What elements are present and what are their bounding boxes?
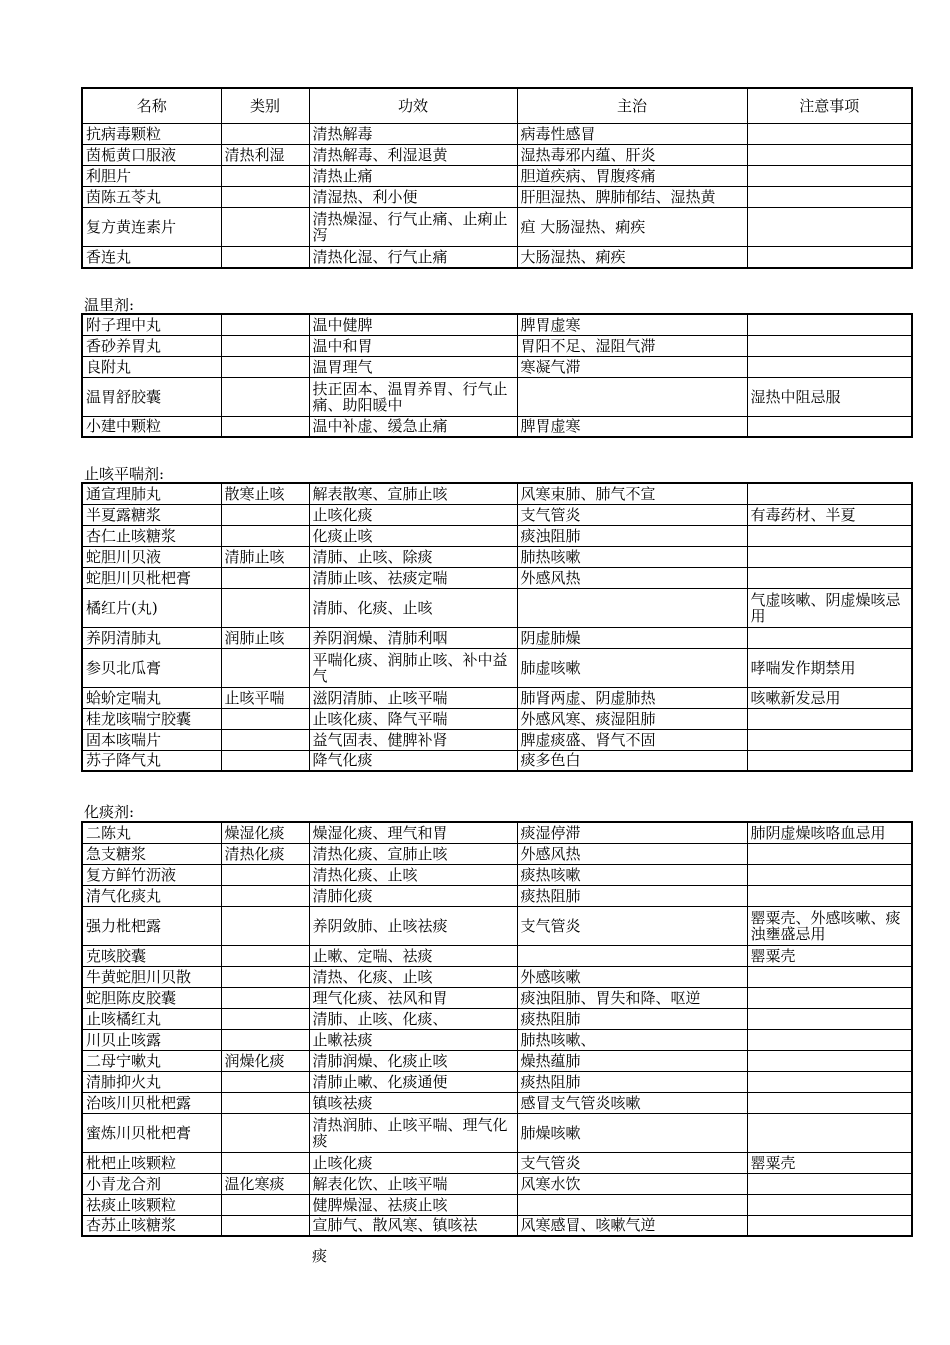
table-row bbox=[82, 145, 912, 166]
cell-name: 止咳橘红丸 bbox=[82, 1008, 221, 1029]
cell-effect: 清热止痛 bbox=[309, 166, 517, 187]
cell-notes bbox=[747, 987, 912, 1008]
cell-category bbox=[221, 1092, 309, 1113]
cell-indication: 外感风寒、痰湿阻肺 bbox=[517, 708, 747, 729]
cell-category bbox=[221, 567, 309, 588]
cell-notes bbox=[747, 335, 912, 356]
table-row bbox=[82, 885, 912, 906]
cell-category bbox=[221, 906, 309, 945]
cell-name: 参贝北瓜膏 bbox=[82, 648, 221, 687]
table-row bbox=[82, 525, 912, 546]
cell-notes: 肺阴虚燥咳咯血忌用 bbox=[747, 822, 912, 843]
cell-category: 燥湿化痰 bbox=[221, 822, 309, 843]
cell-category bbox=[221, 124, 309, 145]
table-row bbox=[82, 945, 912, 966]
table-row bbox=[82, 335, 912, 356]
table-row bbox=[82, 208, 912, 247]
cell-notes bbox=[747, 1008, 912, 1029]
cell-indication: 外感风热 bbox=[517, 843, 747, 864]
cell-effect: 清热、化痰、止咳 bbox=[309, 966, 517, 987]
cell-effect: 清热润肺、止咳平喘、理气化痰 bbox=[309, 1113, 517, 1152]
cell-category bbox=[221, 1008, 309, 1029]
cell-name: 复方鲜竹沥液 bbox=[82, 864, 221, 885]
table-row bbox=[82, 906, 912, 945]
cell-notes: 罂粟壳 bbox=[747, 1152, 912, 1173]
cell-category bbox=[221, 314, 309, 335]
cell-notes bbox=[747, 145, 912, 166]
section3-table bbox=[81, 482, 913, 772]
cell-notes: 湿热中阻忌服 bbox=[747, 377, 912, 416]
table-row bbox=[82, 1029, 912, 1050]
cell-indication: 痰热阻肺 bbox=[517, 1071, 747, 1092]
cell-notes bbox=[747, 567, 912, 588]
cell-category bbox=[221, 945, 309, 966]
cell-indication: 风寒水饮 bbox=[517, 1173, 747, 1194]
cell-category: 清热利湿 bbox=[221, 145, 309, 166]
cell-category bbox=[221, 648, 309, 687]
cell-effect: 止嗽祛痰 bbox=[309, 1029, 517, 1050]
cell-notes bbox=[747, 416, 912, 437]
cell-name: 牛黄蛇胆川贝散 bbox=[82, 966, 221, 987]
cell-effect: 清热燥湿、行气止痛、止痢止泻 bbox=[309, 208, 517, 247]
cell-effect: 清热化痰、止咳 bbox=[309, 864, 517, 885]
cell-name: 桂龙咳喘宁胶囊 bbox=[82, 708, 221, 729]
cell-category bbox=[221, 166, 309, 187]
cell-effect: 益气固表、健脾补肾 bbox=[309, 729, 517, 750]
table-row bbox=[82, 1071, 912, 1092]
table-row bbox=[82, 166, 912, 187]
cell-name: 固本咳喘片 bbox=[82, 729, 221, 750]
overflow-text: 痰 bbox=[312, 1247, 328, 1265]
cell-notes: 罂粟壳 bbox=[747, 945, 912, 966]
cell-indication: 疸 大肠湿热、痢疾 bbox=[517, 208, 747, 247]
cell-effect: 清热解毒 bbox=[309, 124, 517, 145]
cell-effect: 清肺止咳、祛痰定喘 bbox=[309, 567, 517, 588]
cell-effect: 温中补虚、缓急止痛 bbox=[309, 416, 517, 437]
cell-notes bbox=[747, 1113, 912, 1152]
cell-category bbox=[221, 864, 309, 885]
cell-notes bbox=[747, 356, 912, 377]
cell-notes bbox=[747, 885, 912, 906]
cell-name: 二母宁嗽丸 bbox=[82, 1050, 221, 1071]
cell-effect: 降气化痰 bbox=[309, 750, 517, 771]
cell-effect: 清肺化痰 bbox=[309, 885, 517, 906]
cell-notes bbox=[747, 864, 912, 885]
table-row bbox=[82, 314, 912, 335]
cell-name: 利胆片 bbox=[82, 166, 221, 187]
cell-name: 强力枇杷露 bbox=[82, 906, 221, 945]
cell-indication: 肺热咳嗽、 bbox=[517, 1029, 747, 1050]
cell-effect: 温胃理气 bbox=[309, 356, 517, 377]
cell-indication: 脾胃虚寒 bbox=[517, 314, 747, 335]
cell-category: 润肺止咳 bbox=[221, 627, 309, 648]
table-row bbox=[82, 627, 912, 648]
cell-name: 二陈丸 bbox=[82, 822, 221, 843]
cell-name: 小青龙合剂 bbox=[82, 1173, 221, 1194]
cell-effect: 养阴润燥、清肺利咽 bbox=[309, 627, 517, 648]
cell-notes bbox=[747, 208, 912, 247]
cell-name: 急支糖浆 bbox=[82, 843, 221, 864]
cell-category bbox=[221, 208, 309, 247]
cell-effect: 燥湿化痰、理气和胃 bbox=[309, 822, 517, 843]
cell-notes: 咳嗽新发忌用 bbox=[747, 687, 912, 708]
table-row bbox=[82, 1152, 912, 1173]
cell-notes bbox=[747, 314, 912, 335]
cell-category: 温化寒痰 bbox=[221, 1173, 309, 1194]
cell-category bbox=[221, 504, 309, 525]
cell-effect: 清热化湿、行气止痛 bbox=[309, 247, 517, 268]
cell-name: 克咳胶囊 bbox=[82, 945, 221, 966]
table-row bbox=[82, 729, 912, 750]
cell-effect: 止嗽、定喘、祛痰 bbox=[309, 945, 517, 966]
cell-indication: 病毒性感冒 bbox=[517, 124, 747, 145]
cell-category bbox=[221, 885, 309, 906]
cell-name: 附子理中丸 bbox=[82, 314, 221, 335]
cell-category bbox=[221, 1071, 309, 1092]
cell-indication: 痰浊阻肺、胃失和降、呕逆 bbox=[517, 987, 747, 1008]
cell-category bbox=[221, 750, 309, 771]
cell-indication: 痰多色白 bbox=[517, 750, 747, 771]
cell-effect: 扶正固本、温胃养胃、行气止痛、助阳暖中 bbox=[309, 377, 517, 416]
cell-notes bbox=[747, 166, 912, 187]
cell-category bbox=[221, 377, 309, 416]
table-row bbox=[82, 483, 912, 504]
cell-effect: 清湿热、利小便 bbox=[309, 187, 517, 208]
section4-table bbox=[81, 821, 913, 1237]
cell-name: 祛痰止咳颗粒 bbox=[82, 1194, 221, 1215]
cell-effect: 清肺润燥、化痰止咳 bbox=[309, 1050, 517, 1071]
cell-indication: 外感咳嗽 bbox=[517, 966, 747, 987]
cell-name: 香连丸 bbox=[82, 247, 221, 268]
cell-notes bbox=[747, 843, 912, 864]
cell-name: 茵陈五苓丸 bbox=[82, 187, 221, 208]
cell-effect: 解表散寒、宣肺止咳 bbox=[309, 483, 517, 504]
cell-notes bbox=[747, 483, 912, 504]
table-row bbox=[82, 750, 912, 771]
cell-effect: 温中健脾 bbox=[309, 314, 517, 335]
cell-indication: 痰热阻肺 bbox=[517, 1008, 747, 1029]
cell-category: 润燥化痰 bbox=[221, 1050, 309, 1071]
cell-indication: 痰热咳嗽 bbox=[517, 864, 747, 885]
table-row bbox=[82, 864, 912, 885]
cell-indication: 肺热咳嗽 bbox=[517, 546, 747, 567]
cell-effect: 止咳化痰、降气平喘 bbox=[309, 708, 517, 729]
cell-category bbox=[221, 247, 309, 268]
cell-name: 枇杷止咳颗粒 bbox=[82, 1152, 221, 1173]
cell-category bbox=[221, 1194, 309, 1215]
cell-category bbox=[221, 525, 309, 546]
cell-category bbox=[221, 966, 309, 987]
cell-name: 蛤蚧定喘丸 bbox=[82, 687, 221, 708]
cell-effect: 镇咳祛痰 bbox=[309, 1092, 517, 1113]
cell-notes: 哮喘发作期禁用 bbox=[747, 648, 912, 687]
cell-effect: 平喘化痰、润肺止咳、补中益气 bbox=[309, 648, 517, 687]
cell-notes bbox=[747, 124, 912, 145]
cell-indication: 风寒感冒、咳嗽气逆 bbox=[517, 1215, 747, 1236]
cell-notes bbox=[747, 1092, 912, 1113]
cell-indication: 肺虚咳嗽 bbox=[517, 648, 747, 687]
cell-effect: 止咳化痰 bbox=[309, 1152, 517, 1173]
cell-category: 清肺止咳 bbox=[221, 546, 309, 567]
cell-category: 清热化痰 bbox=[221, 843, 309, 864]
table-row bbox=[82, 1050, 912, 1071]
cell-name: 蛇胆陈皮胶囊 bbox=[82, 987, 221, 1008]
table-row bbox=[82, 1113, 912, 1152]
cell-effect: 清热化痰、宣肺止咳 bbox=[309, 843, 517, 864]
table-row bbox=[82, 377, 912, 416]
cell-notes bbox=[747, 750, 912, 771]
cell-name: 治咳川贝枇杷露 bbox=[82, 1092, 221, 1113]
header-indication: 主治 bbox=[517, 88, 747, 124]
table-row bbox=[82, 546, 912, 567]
cell-notes: 罂粟壳、外感咳嗽、痰浊壅盛忌用 bbox=[747, 906, 912, 945]
cell-indication: 胃阳不足、湿阻气滞 bbox=[517, 335, 747, 356]
cell-notes bbox=[747, 1029, 912, 1050]
cell-indication: 脾胃虚寒 bbox=[517, 416, 747, 437]
cell-category bbox=[221, 1152, 309, 1173]
cell-indication: 风寒束肺、肺气不宣 bbox=[517, 483, 747, 504]
cell-indication: 外感风热 bbox=[517, 567, 747, 588]
cell-effect: 清肺、止咳、除痰 bbox=[309, 546, 517, 567]
cell-effect: 清热解毒、利湿退黄 bbox=[309, 145, 517, 166]
table-row bbox=[82, 966, 912, 987]
cell-notes bbox=[747, 627, 912, 648]
header-category: 类别 bbox=[221, 88, 309, 124]
cell-name: 复方黄连素片 bbox=[82, 208, 221, 247]
cell-category bbox=[221, 356, 309, 377]
header-name: 名称 bbox=[82, 88, 221, 124]
cell-effect: 止咳化痰 bbox=[309, 504, 517, 525]
cell-notes bbox=[747, 525, 912, 546]
cell-notes bbox=[747, 187, 912, 208]
cell-effect: 滋阴清肺、止咳平喘 bbox=[309, 687, 517, 708]
cell-indication: 湿热毒邪内蕴、肝炎 bbox=[517, 145, 747, 166]
cell-indication: 肝胆湿热、脾肺郁结、湿热黄 bbox=[517, 187, 747, 208]
cell-notes bbox=[747, 1173, 912, 1194]
table-row bbox=[82, 987, 912, 1008]
cell-name: 抗病毒颗粒 bbox=[82, 124, 221, 145]
table-row bbox=[82, 1092, 912, 1113]
cell-category: 散寒止咳 bbox=[221, 483, 309, 504]
header-row bbox=[82, 88, 912, 124]
table-row bbox=[82, 1173, 912, 1194]
section3-title: 止咳平喘剂: bbox=[84, 465, 165, 483]
cell-category bbox=[221, 1029, 309, 1050]
cell-name: 良附丸 bbox=[82, 356, 221, 377]
cell-name: 茵栀黄口服液 bbox=[82, 145, 221, 166]
cell-name: 半夏露糖浆 bbox=[82, 504, 221, 525]
table-row bbox=[82, 708, 912, 729]
table-row bbox=[82, 567, 912, 588]
cell-indication: 支气管炎 bbox=[517, 1152, 747, 1173]
cell-indication: 脾虚痰盛、肾气不固 bbox=[517, 729, 747, 750]
cell-indication bbox=[517, 945, 747, 966]
cell-effect: 健脾燥湿、祛痰止咳 bbox=[309, 1194, 517, 1215]
table-row bbox=[82, 504, 912, 525]
cell-indication: 大肠湿热、痢疾 bbox=[517, 247, 747, 268]
table-row bbox=[82, 1194, 912, 1215]
cell-indication: 痰浊阻肺 bbox=[517, 525, 747, 546]
table-row bbox=[82, 588, 912, 627]
cell-name: 蛇胆川贝枇杷膏 bbox=[82, 567, 221, 588]
cell-indication: 痰湿停滞 bbox=[517, 822, 747, 843]
table-row bbox=[82, 356, 912, 377]
cell-notes bbox=[747, 966, 912, 987]
cell-notes bbox=[747, 729, 912, 750]
table-row bbox=[82, 822, 912, 843]
cell-name: 橘红片(丸) bbox=[82, 588, 221, 627]
cell-indication bbox=[517, 377, 747, 416]
cell-indication: 胆道疾病、胃腹疼痛 bbox=[517, 166, 747, 187]
section1-table bbox=[81, 87, 913, 269]
cell-category bbox=[221, 729, 309, 750]
cell-notes bbox=[747, 1050, 912, 1071]
table-row bbox=[82, 247, 912, 268]
cell-name: 通宣理肺丸 bbox=[82, 483, 221, 504]
cell-name: 温胃舒胶囊 bbox=[82, 377, 221, 416]
table-row bbox=[82, 687, 912, 708]
cell-indication: 燥热蕴肺 bbox=[517, 1050, 747, 1071]
cell-effect: 清肺止嗽、化痰通便 bbox=[309, 1071, 517, 1092]
table-row bbox=[82, 1215, 912, 1236]
header-notes: 注意事项 bbox=[747, 88, 912, 124]
cell-category bbox=[221, 335, 309, 356]
cell-notes: 有毒药材、半夏 bbox=[747, 504, 912, 525]
cell-notes bbox=[747, 1194, 912, 1215]
cell-indication: 感冒支气管炎咳嗽 bbox=[517, 1092, 747, 1113]
cell-category bbox=[221, 1215, 309, 1236]
cell-effect: 化痰止咳 bbox=[309, 525, 517, 546]
cell-notes bbox=[747, 546, 912, 567]
cell-notes bbox=[747, 1215, 912, 1236]
cell-category: 止咳平喘 bbox=[221, 687, 309, 708]
section4-title: 化痰剂: bbox=[84, 803, 135, 821]
table-row bbox=[82, 416, 912, 437]
table-row bbox=[82, 1008, 912, 1029]
cell-category bbox=[221, 187, 309, 208]
cell-name: 杏仁止咳糖浆 bbox=[82, 525, 221, 546]
cell-effect: 清肺、止咳、化痰、 bbox=[309, 1008, 517, 1029]
table-row bbox=[82, 187, 912, 208]
cell-category bbox=[221, 708, 309, 729]
cell-name: 蜜炼川贝枇杷膏 bbox=[82, 1113, 221, 1152]
cell-name: 小建中颗粒 bbox=[82, 416, 221, 437]
cell-indication bbox=[517, 1194, 747, 1215]
section2-title: 温里剂: bbox=[84, 296, 135, 314]
cell-category bbox=[221, 1113, 309, 1152]
table-row bbox=[82, 843, 912, 864]
cell-category bbox=[221, 588, 309, 627]
cell-notes: 气虚咳嗽、阴虚燥咳忌用 bbox=[747, 588, 912, 627]
cell-name: 川贝止咳露 bbox=[82, 1029, 221, 1050]
cell-notes bbox=[747, 1071, 912, 1092]
cell-effect: 宣肺气、散风寒、镇咳祛 bbox=[309, 1215, 517, 1236]
section2-table bbox=[81, 313, 913, 438]
table-row bbox=[82, 124, 912, 145]
cell-indication: 支气管炎 bbox=[517, 906, 747, 945]
cell-effect: 养阴敛肺、止咳祛痰 bbox=[309, 906, 517, 945]
cell-name: 苏子降气丸 bbox=[82, 750, 221, 771]
cell-indication bbox=[517, 588, 747, 627]
cell-indication: 寒凝气滞 bbox=[517, 356, 747, 377]
cell-name: 蛇胆川贝液 bbox=[82, 546, 221, 567]
cell-notes bbox=[747, 708, 912, 729]
cell-name: 清肺抑火丸 bbox=[82, 1071, 221, 1092]
cell-notes bbox=[747, 247, 912, 268]
table-row bbox=[82, 648, 912, 687]
cell-effect: 温中和胃 bbox=[309, 335, 517, 356]
cell-indication: 肺燥咳嗽 bbox=[517, 1113, 747, 1152]
cell-indication: 支气管炎 bbox=[517, 504, 747, 525]
cell-name: 清气化痰丸 bbox=[82, 885, 221, 906]
cell-category bbox=[221, 987, 309, 1008]
cell-name: 杏苏止咳糖浆 bbox=[82, 1215, 221, 1236]
cell-indication: 阴虚肺燥 bbox=[517, 627, 747, 648]
cell-indication: 痰热阻肺 bbox=[517, 885, 747, 906]
cell-effect: 清肺、化痰、止咳 bbox=[309, 588, 517, 627]
cell-effect: 解表化饮、止咳平喘 bbox=[309, 1173, 517, 1194]
cell-category bbox=[221, 416, 309, 437]
cell-name: 养阴清肺丸 bbox=[82, 627, 221, 648]
header-effect: 功效 bbox=[309, 88, 517, 124]
cell-indication: 肺肾两虚、阴虚肺热 bbox=[517, 687, 747, 708]
cell-effect: 理气化痰、祛风和胃 bbox=[309, 987, 517, 1008]
cell-name: 香砂养胃丸 bbox=[82, 335, 221, 356]
